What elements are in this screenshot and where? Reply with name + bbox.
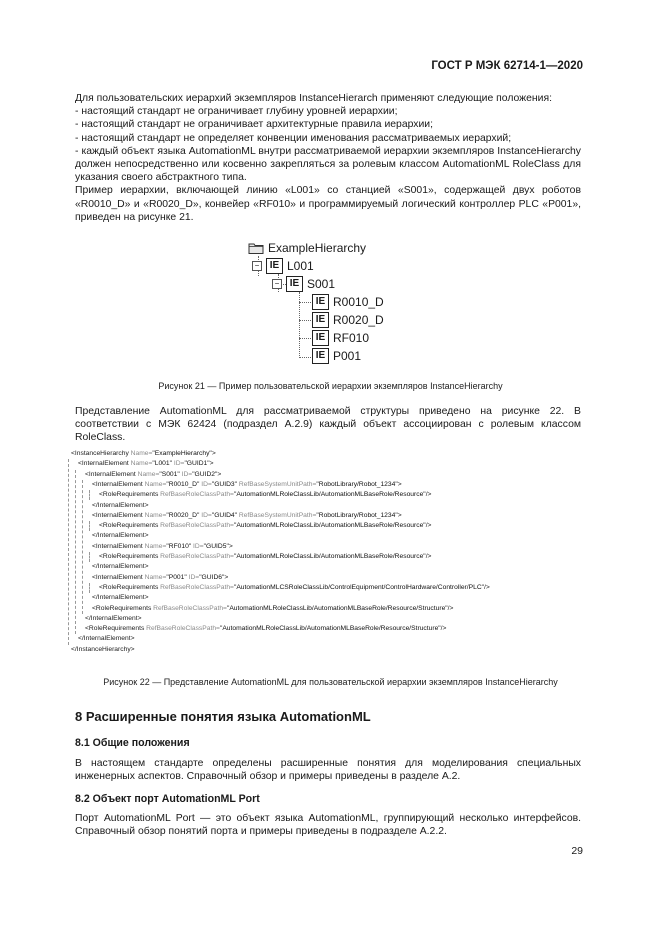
xml-line xyxy=(92,573,228,583)
xml-attr-value: "L001" xyxy=(152,460,172,468)
xml-attr-name: Name= xyxy=(142,542,167,550)
xml-attr-name: RefBaseRoleClassPath= xyxy=(158,522,234,530)
xml-line xyxy=(99,521,431,531)
ie-icon: IE xyxy=(286,276,303,292)
paragraph-text: Представление AutomationML для рассматриваемой структуры приведено на рисунке 22. В соответствии с МЭК 62424 (подраздел А.2.9) каждый объект ассоциирован с ролевым классом RoleClass. xyxy=(75,406,581,444)
xml-attr-value: "AutomationMLRoleClassLib/AutomationMLBaseRole/Resource" xyxy=(233,522,426,530)
tree-node-s001[interactable] xyxy=(272,276,335,292)
xml-line xyxy=(92,531,149,541)
xml-tag-close: /> xyxy=(484,583,490,591)
xml-tag: <InternalElement xyxy=(92,573,143,581)
xml-line xyxy=(71,449,216,459)
xml-guide-line xyxy=(75,470,76,635)
xml-tag-close: > xyxy=(211,450,216,457)
xml-attr-name: Name= xyxy=(128,460,153,468)
section-8-1-body xyxy=(75,757,581,783)
xml-tag-close: /> xyxy=(425,553,432,560)
xml-tag: </InternalElement> xyxy=(92,563,149,571)
xml-attr-value: "P001" xyxy=(166,573,187,581)
tree-root[interactable] xyxy=(248,240,366,256)
xml-attr-value: "AutomationMLRoleClassLib/AutomationMLBaseRole/Resource" xyxy=(233,491,426,499)
xml-attr-value: "S001" xyxy=(159,470,180,478)
xml-attr-name: Name= xyxy=(142,480,167,488)
intro-line: Для пользовательских иерархий экземпляров InstanceHierarch применяют следующие положения: xyxy=(75,93,552,104)
intro-block xyxy=(75,92,581,224)
xml-line xyxy=(92,501,149,511)
xml-attr-value: "AutomationMLCSRoleClassLib/ControlEquipment/ControlHardware/Controller/PLC" xyxy=(233,583,485,591)
tree-connector xyxy=(299,338,311,339)
xml-attr-name: ID= xyxy=(171,460,185,468)
xml-tag: <InternalElement xyxy=(92,542,143,550)
xml-attr-value: "GUID1" xyxy=(184,460,210,468)
xml-attr-value: "AutomationMLRoleClassLib/AutomationMLBaseRole/Resource/Structure" xyxy=(219,625,441,633)
xml-attr-value: "RobotLibrary/Robot_1234" xyxy=(316,511,398,519)
section-8-2-body xyxy=(75,812,581,838)
xml-tag: </InstanceHierarchy> xyxy=(71,645,135,653)
xml-line xyxy=(92,593,149,603)
tree-connector xyxy=(299,302,311,303)
xml-tag: <InternalElement xyxy=(85,470,136,478)
xml-tag: </InternalElement> xyxy=(85,614,142,622)
xml-tag-close: /> xyxy=(425,522,432,530)
intro-paragraph: Пример иерархии, включающей линию «L001» со станцией «S001», содержащей двух роботов «R0010_D» и «R0020_D», конвейер «RF010» и программируемый логический контроллер PLC «P001», приведен на рисунке 21. xyxy=(75,185,581,223)
xml-guide-line xyxy=(89,490,90,500)
tree-node-r0020-d[interactable] xyxy=(312,312,384,328)
collapse-icon[interactable]: − xyxy=(252,261,262,271)
ie-icon: IE xyxy=(312,294,329,310)
tree-node-r0010-d[interactable] xyxy=(312,294,384,310)
xml-line xyxy=(92,604,453,614)
xml-line xyxy=(92,562,149,572)
xml-attr-name: Name= xyxy=(142,511,167,519)
xml-tag: <InternalElement xyxy=(78,460,129,468)
tree-node-rf010[interactable] xyxy=(312,330,369,346)
xml-line xyxy=(85,624,446,634)
xml-attr-value: "GUID3" xyxy=(211,480,238,488)
page-number: 29 xyxy=(571,845,583,857)
section-8-1-heading: 8.1 Общие положения xyxy=(75,737,190,749)
xml-tag-close: /> xyxy=(447,604,454,612)
xml-tag: <RoleRequirements xyxy=(99,491,159,499)
tree-node-label: S001 xyxy=(307,277,336,291)
xml-tag: </InternalElement> xyxy=(92,501,149,509)
xml-attr-name: RefBaseRoleClassPath= xyxy=(144,625,220,633)
xml-tag: <RoleRequirements xyxy=(92,604,152,612)
tree-connector xyxy=(299,320,311,321)
xml-attr-name: ID= xyxy=(199,511,212,519)
paragraph-text: В настоящем стандарте определены расширенные понятия для моделирования специальных инженерных аспектов. Справочный обзор и примеры приведены в разделе А.2. xyxy=(75,758,581,783)
xml-line xyxy=(99,583,490,593)
xml-line xyxy=(85,614,142,624)
tree-node-label: RF010 xyxy=(333,331,370,345)
xml-line xyxy=(99,490,431,500)
collapse-icon[interactable]: − xyxy=(272,279,282,289)
xml-attr-name: Name= xyxy=(128,450,153,457)
xml-line xyxy=(71,645,135,655)
ie-icon: IE xyxy=(312,348,329,364)
xml-line xyxy=(92,542,233,552)
tree-node-label: R0020_D xyxy=(333,313,384,327)
hierarchy-tree-figure xyxy=(248,240,428,368)
xml-attr-value: "RF010" xyxy=(166,542,192,550)
xml-attr-value: "R0020_D" xyxy=(166,511,200,519)
xml-attr-value: "R0010_D" xyxy=(166,480,200,488)
tree-node-l001[interactable] xyxy=(252,258,314,274)
paragraph-text: Порт AutomationML Port — это объект языка AutomationML, группирующий несколько интерфейсов. Справочный обзор понятий порта и примеры приведены в подразделе А.2.2. xyxy=(75,813,581,838)
xml-tag: <InstanceHierarchy xyxy=(71,450,129,457)
xml-tag-close: /> xyxy=(425,491,432,499)
xml-tag: <RoleRequirements xyxy=(85,625,145,633)
xml-attr-value: "GUID2" xyxy=(192,470,218,478)
xml-attr-value: "AutomationMLRoleClassLib/AutomationMLBaseRole/Resource/Structure" xyxy=(226,604,448,612)
intro-bullet: - настоящий стандарт не определяет конвенции именования рассматриваемых иерархий; xyxy=(75,132,512,144)
xml-line xyxy=(85,470,221,480)
xml-line xyxy=(92,480,402,490)
xml-line xyxy=(92,511,402,521)
xml-attr-value: "GUID5" xyxy=(203,542,229,550)
xml-listing-figure xyxy=(67,449,587,664)
xml-tag: </InternalElement> xyxy=(92,594,149,602)
xml-attr-value: "AutomationMLRoleClassLib/AutomationMLBaseRole/Resource" xyxy=(233,553,426,560)
tree-node-label: R0010_D xyxy=(333,295,384,309)
xml-attr-value: "GUID4" xyxy=(211,511,238,519)
xml-tag: <RoleRequirements xyxy=(99,583,159,591)
intro-bullet: - настоящий стандарт не ограничивает глубину уровней иерархии; xyxy=(75,106,398,118)
tree-node-p001[interactable] xyxy=(312,348,361,364)
xml-tag: <InternalElement xyxy=(92,511,143,519)
xml-attr-name: RefBaseRoleClassPath= xyxy=(151,604,227,612)
xml-tag-close: > xyxy=(228,542,233,550)
folder-icon xyxy=(248,242,264,254)
ie-icon: IE xyxy=(312,330,329,346)
xml-guide-line xyxy=(82,480,83,614)
section-8-heading: 8 Расширенные понятия языка AutomationML xyxy=(75,709,371,724)
figure21-caption: Рисунок 21 — Пример пользовательской иерархии экземпляров InstanceHierarchy xyxy=(158,381,503,391)
xml-tag: <InternalElement xyxy=(92,480,143,488)
xml-attr-name: ID= xyxy=(191,542,204,550)
xml-guide-line xyxy=(68,459,69,644)
xml-tag: </InternalElement> xyxy=(78,635,135,643)
tree-node-label: P001 xyxy=(333,349,362,363)
xml-tag-close: > xyxy=(397,511,402,519)
xml-attr-name: RefBaseRoleClassPath= xyxy=(158,491,234,499)
figure22-caption: Рисунок 22 — Представление AutomationML для пользовательской иерархии экземпляров InstanceHierarchy xyxy=(103,677,558,687)
xml-attr-value: "ExampleHierarchy" xyxy=(152,450,212,457)
figure22-intro-paragraph xyxy=(75,405,581,445)
xml-attr-name: RefBaseSystemUnitPath= xyxy=(237,480,317,488)
tree-connector xyxy=(299,357,311,358)
xml-attr-value: "RobotLibrary/Robot_1234" xyxy=(316,480,398,488)
xml-attr-name: RefBaseRoleClassPath= xyxy=(158,553,234,560)
xml-tag: <RoleRequirements xyxy=(99,522,159,530)
xml-guide-line xyxy=(89,552,90,562)
xml-attr-value: "GUID6" xyxy=(199,573,225,581)
xml-tag-close: > xyxy=(397,480,402,488)
section-8-2-heading: 8.2 Объект порт AutomationML Port xyxy=(75,793,260,805)
intro-bullet: - настоящий стандарт не ограничивает архитектурные правила иерархии; xyxy=(75,119,433,131)
xml-line xyxy=(78,459,214,469)
ie-icon: IE xyxy=(266,258,283,274)
xml-attr-name: Name= xyxy=(142,573,167,581)
xml-attr-name: RefBaseSystemUnitPath= xyxy=(237,511,317,519)
xml-tag-close: > xyxy=(217,470,222,478)
xml-tag: </InternalElement> xyxy=(92,532,149,540)
xml-tag-close: > xyxy=(224,573,229,581)
xml-attr-name: ID= xyxy=(179,470,193,478)
xml-line xyxy=(99,552,431,562)
xml-attr-name: RefBaseRoleClassPath= xyxy=(158,583,234,591)
xml-attr-name: ID= xyxy=(186,573,200,581)
intro-bullet: - каждый объект языка AutomationML внутри рассматриваемой иерархии экземпляров InstanceHierarchy должен непосредственно или косвенно закрепляться за ролевым классом AutomationML RoleClass для указания своего абстрактного типа. xyxy=(75,145,581,184)
xml-tag-close: /> xyxy=(440,625,447,633)
xml-attr-name: ID= xyxy=(199,480,212,488)
tree-node-label: L001 xyxy=(287,259,314,273)
xml-line xyxy=(78,634,135,644)
xml-guide-line xyxy=(89,583,90,593)
xml-guide-line xyxy=(89,521,90,531)
tree-root-label: ExampleHierarchy xyxy=(268,241,367,255)
xml-tag-close: > xyxy=(209,460,214,468)
xml-tag: <RoleRequirements xyxy=(99,553,159,560)
xml-attr-name: Name= xyxy=(135,470,160,478)
document-header: ГОСТ Р МЭК 62714-1—2020 xyxy=(431,60,583,72)
ie-icon: IE xyxy=(312,312,329,328)
